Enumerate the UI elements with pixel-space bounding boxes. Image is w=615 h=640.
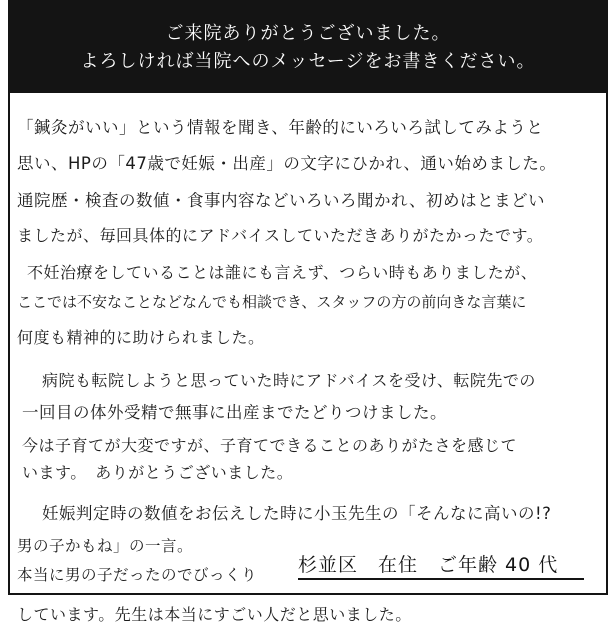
signature-underline xyxy=(298,578,584,580)
message-line-8: 病院も転院しようと思っていた時にアドバイスを受け、転院先での xyxy=(42,371,536,390)
header-line-2: よろしければ当院へのメッセージをお書きください。 xyxy=(80,50,536,72)
message-line-12: 妊娠判定時の数値をお伝えした時に小玉先生の「そんなに高いの!? xyxy=(42,504,552,523)
message-line-7: 何度も精神的に助けられました。 xyxy=(17,328,265,347)
message-line-3: 通院歴・検査の数値・食事内容などいろいろ聞かれ、初めはとまどい xyxy=(17,191,545,210)
signature-label: 杉並区 在住 ご年齢 40 代 xyxy=(298,554,559,576)
message-line-6: ここでは不安なことなどなんでも相談でき、スタッフの方の前向きな言葉に xyxy=(17,293,527,311)
message-line-15: しています。先生は本当にすごい人だと思いました。 xyxy=(17,605,412,624)
message-line-11: います。 ありがとうございました。 xyxy=(22,463,294,482)
message-line-14: 本当に男の子だったのでびっくり xyxy=(17,566,258,584)
header-line-1: ご来院ありがとうございました。 xyxy=(165,22,451,44)
message-line-2: 思い、HPの「47歳で妊娠・出産」の文字にひかれ、通い始めました。 xyxy=(17,154,557,173)
message-line-10: 今は子育てが大変ですが、子育てできることのありがたさを感じて xyxy=(22,436,518,455)
header-banner xyxy=(8,0,608,93)
message-line-1: 「鍼灸がいい」という情報を聞き、年齢的にいろいろ試してみようと xyxy=(17,118,544,137)
message-line-13: 男の子かもね」の一言。 xyxy=(17,537,194,555)
message-line-5: 不妊治療をしていることは誰にも言えず、つらい時もありましたが、 xyxy=(27,263,538,282)
message-line-9: 一回目の体外受精で無事に出産までたどりつけました。 xyxy=(22,403,447,422)
message-line-4: ましたが、毎回具体的にアドバイスしていただきありがたかったです。 xyxy=(17,226,544,245)
